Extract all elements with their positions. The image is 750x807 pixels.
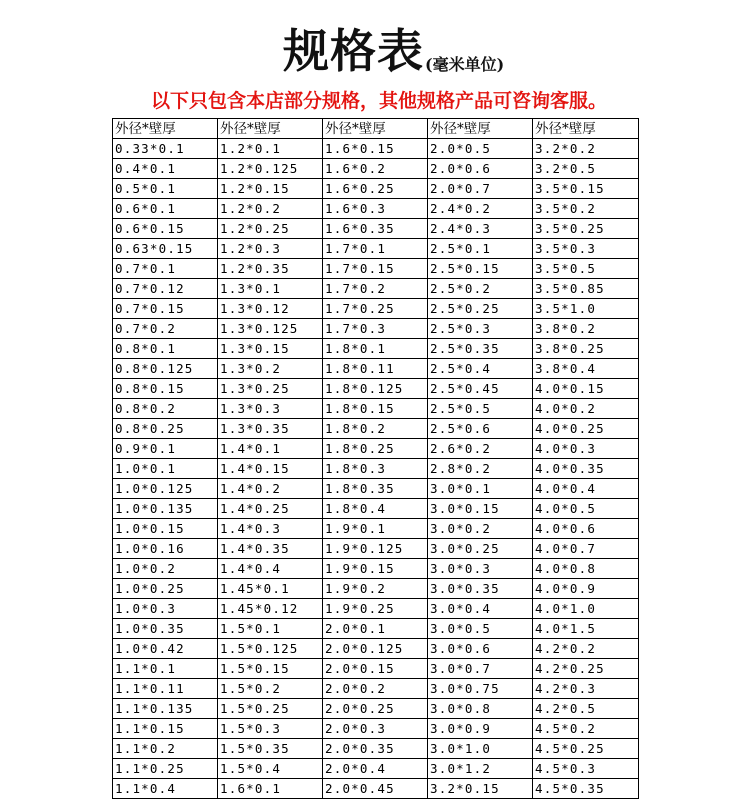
table-cell: 1.7*0.2 [323,279,428,299]
table-cell: 1.5*0.25 [218,699,323,719]
table-cell: 4.2*0.5 [533,699,639,719]
table-cell: 4.0*1.0 [533,599,639,619]
table-row [113,339,639,359]
table-cell: 2.0*0.7 [428,179,533,199]
table-cell: 2.8*0.2 [428,459,533,479]
table-cell: 3.0*1.2 [428,759,533,779]
table-cell: 1.7*0.1 [323,239,428,259]
table-cell: 1.8*0.1 [323,339,428,359]
table-row [113,679,639,699]
table-cell: 0.7*0.12 [113,279,218,299]
table-row [113,399,639,419]
table-cell: 3.8*0.2 [533,319,639,339]
table-cell: 0.8*0.15 [113,379,218,399]
table-cell: 2.0*0.2 [323,679,428,699]
table-cell: 3.0*0.7 [428,659,533,679]
table-cell: 0.7*0.15 [113,299,218,319]
table-row [113,539,639,559]
table-cell: 4.2*0.3 [533,679,639,699]
table-cell: 4.0*0.6 [533,519,639,539]
table-cell: 1.9*0.15 [323,559,428,579]
table-cell: 1.5*0.15 [218,659,323,679]
table-cell: 2.0*0.5 [428,139,533,159]
table-cell: 1.8*0.2 [323,419,428,439]
table-row [113,159,639,179]
table-cell: 4.2*0.25 [533,659,639,679]
table-cell: 1.2*0.25 [218,219,323,239]
table-row [113,379,639,399]
table-cell: 1.2*0.3 [218,239,323,259]
table-cell: 1.2*0.125 [218,159,323,179]
table-cell: 3.2*0.5 [533,159,639,179]
table-row [113,619,639,639]
table-cell: 4.0*0.35 [533,459,639,479]
table-cell: 3.0*0.9 [428,719,533,739]
table-cell: 3.5*0.15 [533,179,639,199]
table-cell: 1.1*0.25 [113,759,218,779]
table-header-row [113,119,639,139]
table-cell: 1.7*0.15 [323,259,428,279]
table-cell: 1.6*0.3 [323,199,428,219]
table-row [113,179,639,199]
table-row [113,559,639,579]
title-row [0,22,750,84]
notice-text: 以下只包含本店部分规格，其他规格产品可咨询客服。 [150,90,607,112]
table-cell: 4.5*0.2 [533,719,639,739]
table-cell: 2.6*0.2 [428,439,533,459]
table-row [113,699,639,719]
table-cell: 2.4*0.2 [428,199,533,219]
table-cell: 1.9*0.25 [323,599,428,619]
table-cell: 3.0*0.75 [428,679,533,699]
table-row [113,359,639,379]
table-cell: 1.3*0.2 [218,359,323,379]
table-cell: 0.8*0.25 [113,419,218,439]
table-row [113,219,639,239]
table-cell: 1.8*0.125 [323,379,428,399]
table-cell: 1.1*0.11 [113,679,218,699]
table-cell: 1.1*0.15 [113,719,218,739]
table-cell: 1.4*0.25 [218,499,323,519]
table-cell: 0.63*0.15 [113,239,218,259]
table-row [113,579,639,599]
table-cell: 1.2*0.2 [218,199,323,219]
table-cell: 4.5*0.35 [533,779,639,799]
table-body [113,139,639,799]
table-cell: 3.0*0.4 [428,599,533,619]
table-cell: 3.5*0.5 [533,259,639,279]
table-cell: 4.0*0.8 [533,559,639,579]
table-cell: 1.3*0.12 [218,299,323,319]
table-cell: 1.8*0.15 [323,399,428,419]
table-cell: 1.0*0.3 [113,599,218,619]
table-cell: 2.4*0.3 [428,219,533,239]
table-cell: 3.5*0.2 [533,199,639,219]
table-cell: 2.0*0.6 [428,159,533,179]
table-cell: 0.7*0.1 [113,259,218,279]
table-cell: 1.45*0.1 [218,579,323,599]
table-cell: 0.4*0.1 [113,159,218,179]
table-cell: 2.5*0.4 [428,359,533,379]
table-cell: 2.5*0.15 [428,259,533,279]
table-row [113,239,639,259]
table-cell: 1.4*0.4 [218,559,323,579]
table-cell: 2.5*0.25 [428,299,533,319]
table-cell: 1.8*0.11 [323,359,428,379]
table-cell: 4.0*0.5 [533,499,639,519]
table-cell: 3.2*0.15 [428,779,533,799]
column-header: 外径*壁厚 [113,119,218,139]
table-cell: 1.3*0.25 [218,379,323,399]
table-cell: 3.5*0.85 [533,279,639,299]
table-cell: 1.6*0.35 [323,219,428,239]
table-cell: 1.6*0.25 [323,179,428,199]
table-cell: 1.0*0.15 [113,519,218,539]
table-cell: 0.6*0.1 [113,199,218,219]
table-cell: 3.0*0.35 [428,579,533,599]
table-cell: 2.0*0.1 [323,619,428,639]
table-cell: 1.4*0.35 [218,539,323,559]
table-cell: 1.1*0.135 [113,699,218,719]
table-cell: 1.8*0.25 [323,439,428,459]
table-cell: 3.0*0.2 [428,519,533,539]
table-cell: 1.3*0.35 [218,419,323,439]
table-row [113,659,639,679]
table-cell: 1.4*0.3 [218,519,323,539]
table-row [113,319,639,339]
table-cell: 4.0*0.7 [533,539,639,559]
table-cell: 4.0*0.2 [533,399,639,419]
table-cell: 1.0*0.125 [113,479,218,499]
table-cell: 4.0*0.15 [533,379,639,399]
table-cell: 2.5*0.1 [428,239,533,259]
table-cell: 4.0*0.3 [533,439,639,459]
table-row [113,499,639,519]
table-cell: 0.8*0.1 [113,339,218,359]
table-row [113,259,639,279]
table-row [113,139,639,159]
unit-note: (毫米单位) [425,55,505,74]
table-cell: 2.0*0.35 [323,739,428,759]
table-row [113,519,639,539]
table-cell: 1.0*0.16 [113,539,218,559]
table-cell: 3.8*0.4 [533,359,639,379]
table-cell: 1.3*0.1 [218,279,323,299]
table-cell: 2.5*0.6 [428,419,533,439]
table-cell: 0.5*0.1 [113,179,218,199]
table-cell: 1.0*0.2 [113,559,218,579]
table-cell: 2.5*0.45 [428,379,533,399]
table-cell: 3.5*0.25 [533,219,639,239]
table-cell: 1.8*0.3 [323,459,428,479]
table-cell: 1.6*0.2 [323,159,428,179]
table-cell: 1.4*0.2 [218,479,323,499]
table-cell: 1.0*0.42 [113,639,218,659]
table-cell: 2.0*0.3 [323,719,428,739]
table-cell: 3.0*0.6 [428,639,533,659]
table-row [113,639,639,659]
table-cell: 4.0*0.25 [533,419,639,439]
table-cell: 1.0*0.135 [113,499,218,519]
table-row [113,599,639,619]
table-row [113,779,639,799]
table-cell: 1.2*0.15 [218,179,323,199]
table-cell: 1.9*0.1 [323,519,428,539]
page-title: 规格表 [283,24,424,78]
table-row [113,479,639,499]
table-cell: 3.5*0.3 [533,239,639,259]
table-cell: 2.5*0.3 [428,319,533,339]
column-header: 外径*壁厚 [533,119,639,139]
table-cell: 0.8*0.125 [113,359,218,379]
spec-table [112,118,639,799]
table-cell: 1.3*0.15 [218,339,323,359]
table-cell: 1.0*0.1 [113,459,218,479]
table-cell: 0.6*0.15 [113,219,218,239]
table-cell: 2.0*0.25 [323,699,428,719]
table-cell: 3.8*0.25 [533,339,639,359]
table-cell: 1.5*0.3 [218,719,323,739]
table-cell: 1.1*0.2 [113,739,218,759]
table-row [113,759,639,779]
table-cell: 1.8*0.35 [323,479,428,499]
table-cell: 1.2*0.1 [218,139,323,159]
table-cell: 2.5*0.5 [428,399,533,419]
table-row [113,719,639,739]
table-cell: 4.5*0.25 [533,739,639,759]
table-cell: 3.0*0.8 [428,699,533,719]
table-row [113,279,639,299]
table-cell: 3.0*0.1 [428,479,533,499]
table-cell: 1.45*0.12 [218,599,323,619]
table-cell: 1.1*0.1 [113,659,218,679]
column-header: 外径*壁厚 [218,119,323,139]
table-cell: 2.0*0.45 [323,779,428,799]
table-cell: 1.7*0.25 [323,299,428,319]
table-cell: 2.5*0.35 [428,339,533,359]
table-cell: 4.0*0.9 [533,579,639,599]
table-cell: 1.5*0.35 [218,739,323,759]
table-cell: 1.4*0.15 [218,459,323,479]
table-row [113,739,639,759]
table-cell: 3.2*0.2 [533,139,639,159]
table-cell: 1.5*0.1 [218,619,323,639]
table-cell: 4.5*0.3 [533,759,639,779]
table-cell: 0.8*0.2 [113,399,218,419]
table-cell: 3.0*1.0 [428,739,533,759]
table-cell: 0.9*0.1 [113,439,218,459]
column-header: 外径*壁厚 [428,119,533,139]
table-cell: 1.1*0.4 [113,779,218,799]
table-cell: 4.0*1.5 [533,619,639,639]
table-row [113,199,639,219]
table-cell: 1.8*0.4 [323,499,428,519]
table-cell: 1.3*0.3 [218,399,323,419]
table-cell: 1.0*0.35 [113,619,218,639]
table-cell: 3.0*0.25 [428,539,533,559]
table-cell: 1.9*0.2 [323,579,428,599]
table-cell: 0.7*0.2 [113,319,218,339]
table-cell: 1.0*0.25 [113,579,218,599]
table-cell: 3.0*0.15 [428,499,533,519]
table-cell: 1.6*0.1 [218,779,323,799]
table-cell: 1.2*0.35 [218,259,323,279]
table-cell: 1.3*0.125 [218,319,323,339]
table-cell: 3.5*1.0 [533,299,639,319]
table-cell: 1.5*0.4 [218,759,323,779]
table-cell: 3.0*0.5 [428,619,533,639]
table-cell: 1.5*0.125 [218,639,323,659]
table-cell: 1.9*0.125 [323,539,428,559]
table-cell: 1.6*0.15 [323,139,428,159]
table-cell: 4.2*0.2 [533,639,639,659]
table-cell: 1.5*0.2 [218,679,323,699]
table-cell: 2.5*0.2 [428,279,533,299]
table-cell: 2.0*0.4 [323,759,428,779]
table-row [113,299,639,319]
table-cell: 3.0*0.3 [428,559,533,579]
table-cell: 1.7*0.3 [323,319,428,339]
table-cell: 0.33*0.1 [113,139,218,159]
table-cell: 4.0*0.4 [533,479,639,499]
column-header: 外径*壁厚 [323,119,428,139]
table-row [113,459,639,479]
table-cell: 1.4*0.1 [218,439,323,459]
table-cell: 2.0*0.125 [323,639,428,659]
table-cell: 2.0*0.15 [323,659,428,679]
table-row [113,439,639,459]
table-row [113,419,639,439]
